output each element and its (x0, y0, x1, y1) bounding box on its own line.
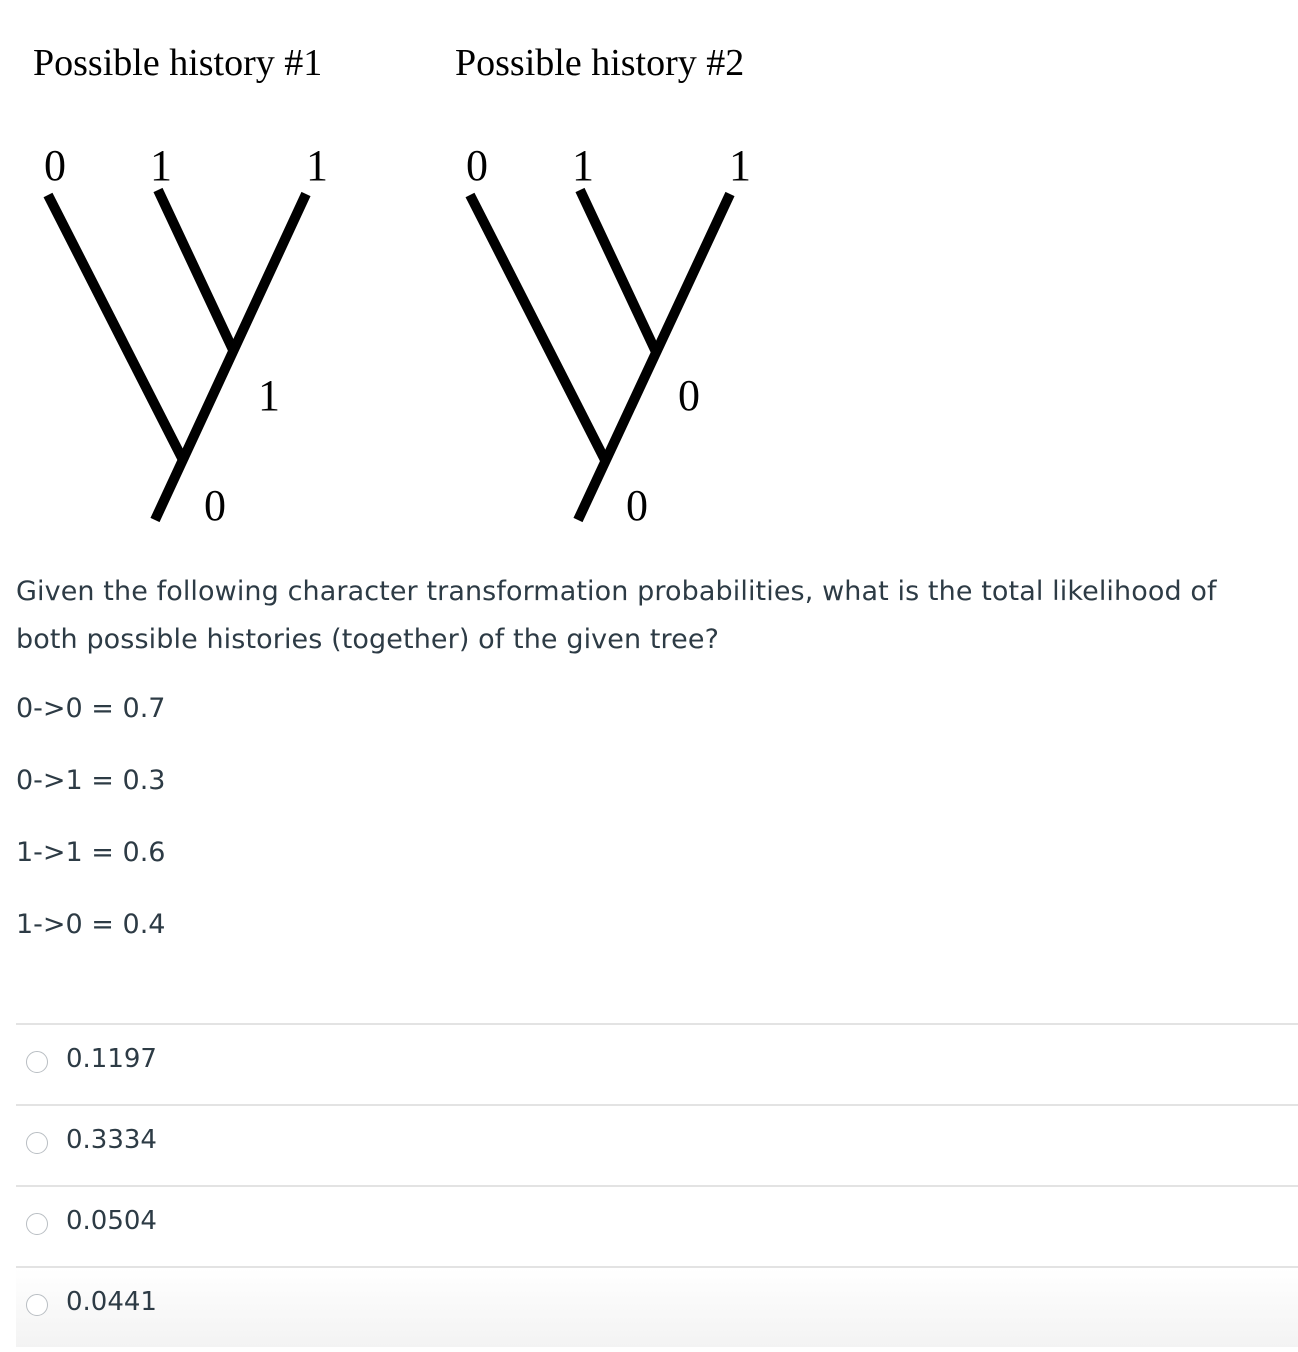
tree-history-1 (33, 42, 328, 530)
probability-1-0: 1->0 = 0.4 (16, 909, 166, 940)
answer-option[interactable] (16, 1266, 1298, 1347)
answer-list (16, 1023, 1298, 1347)
probability-0-1: 0->1 = 0.3 (16, 765, 166, 796)
answer-label[interactable]: 0.1197 (66, 1044, 157, 1074)
radio-button[interactable] (26, 1213, 48, 1235)
answer-option[interactable] (16, 1185, 1298, 1266)
answer-label[interactable]: 0.3334 (66, 1125, 157, 1155)
history-1-title: Possible history #1 (33, 42, 323, 84)
history-1-tip-c: 1 (306, 141, 328, 190)
phylogeny-figure (0, 0, 1298, 545)
history-2-branch-a (470, 195, 606, 462)
history-1-branch-b (158, 190, 234, 352)
answer-option[interactable] (16, 1104, 1298, 1185)
history-2-tip-b: 1 (572, 141, 594, 190)
answer-label[interactable]: 0.0504 (66, 1206, 157, 1236)
history-1-inner-node: 1 (258, 371, 280, 420)
history-1-tip-a: 0 (44, 141, 66, 190)
tree-diagrams (0, 0, 1298, 545)
answer-option[interactable] (16, 1023, 1298, 1104)
history-2-root-node: 0 (626, 481, 648, 530)
answer-label[interactable]: 0.0441 (66, 1287, 157, 1317)
history-2-inner-node: 0 (678, 371, 700, 420)
probability-0-0: 0->0 = 0.7 (16, 693, 166, 724)
history-2-title: Possible history #2 (455, 42, 745, 84)
tree-history-2 (455, 42, 751, 530)
history-2-tip-a: 0 (466, 141, 488, 190)
history-1-branch-a (48, 195, 184, 462)
probability-1-1: 1->1 = 0.6 (16, 837, 166, 868)
radio-button[interactable] (26, 1294, 48, 1316)
radio-button[interactable] (26, 1051, 48, 1073)
question-text: Given the following character transformation probabilities, what is the total likelihood of both possible histories (together) of the given tree? (16, 576, 1217, 655)
history-2-tip-c: 1 (729, 141, 751, 190)
history-2-branch-b (580, 190, 656, 352)
history-1-root-node: 0 (204, 481, 226, 530)
history-1-tip-b: 1 (150, 141, 172, 190)
radio-button[interactable] (26, 1132, 48, 1154)
